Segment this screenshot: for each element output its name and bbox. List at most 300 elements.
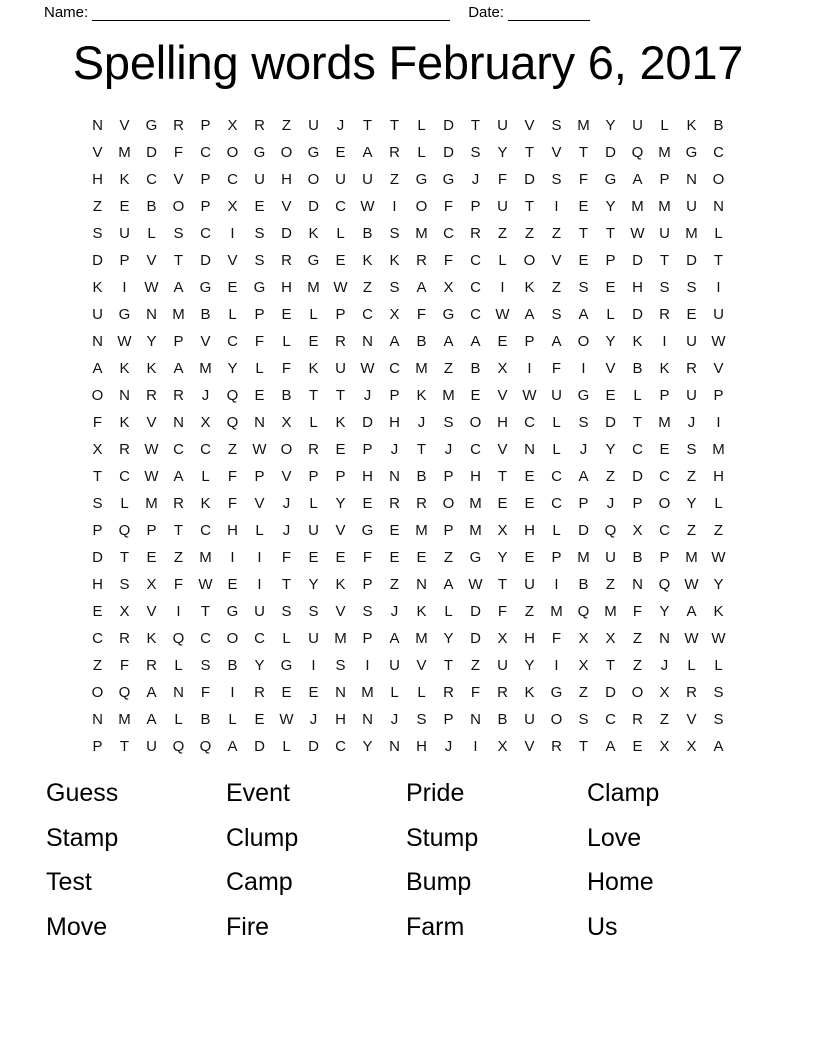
word-list-item[interactable]: Event — [226, 779, 290, 807]
grid-letter[interactable]: R — [173, 117, 184, 134]
grid-letter[interactable]: O — [631, 684, 644, 701]
grid-letter[interactable]: O — [712, 171, 725, 188]
grid-letter[interactable]: Q — [172, 630, 185, 647]
grid-letter[interactable]: N — [362, 711, 373, 728]
word-list-item[interactable]: Clamp — [587, 779, 660, 807]
grid-letter[interactable]: W — [630, 225, 645, 242]
grid-letter[interactable]: K — [146, 630, 157, 647]
grid-letter[interactable]: J — [660, 657, 669, 674]
grid-letter[interactable]: V — [524, 738, 535, 755]
grid-letter[interactable]: P — [659, 549, 670, 566]
grid-letter[interactable]: M — [199, 549, 212, 566]
grid-letter[interactable]: D — [632, 306, 643, 323]
grid-letter[interactable]: M — [658, 414, 671, 431]
grid-letter[interactable]: L — [444, 603, 453, 620]
grid-letter[interactable]: Y — [605, 441, 616, 458]
grid-letter[interactable]: M — [604, 603, 617, 620]
grid-letter[interactable]: Q — [118, 684, 131, 701]
grid-letter[interactable]: P — [632, 495, 643, 512]
grid-letter[interactable]: R — [119, 630, 130, 647]
grid-letter[interactable]: V — [335, 603, 346, 620]
grid-letter[interactable]: A — [173, 279, 184, 296]
grid-letter[interactable]: S — [254, 225, 265, 242]
grid-letter[interactable]: F — [551, 630, 562, 647]
grid-letter[interactable]: H — [362, 468, 373, 485]
grid-letter[interactable]: Y — [362, 738, 373, 755]
grid-letter[interactable]: P — [146, 522, 157, 539]
grid-letter[interactable]: Z — [632, 630, 643, 647]
grid-letter[interactable]: O — [307, 171, 320, 188]
grid-letter[interactable]: W — [198, 576, 213, 593]
grid-letter[interactable]: M — [415, 225, 428, 242]
grid-letter[interactable]: M — [145, 495, 158, 512]
grid-letter[interactable]: G — [145, 117, 158, 134]
grid-letter[interactable]: H — [281, 279, 292, 296]
grid-letter[interactable]: W — [333, 279, 348, 296]
grid-letter[interactable]: E — [389, 549, 400, 566]
grid-letter[interactable]: C — [200, 630, 211, 647]
grid-letter[interactable]: N — [335, 684, 346, 701]
grid-letter[interactable]: T — [200, 603, 211, 620]
word-list-item[interactable]: Farm — [406, 912, 465, 941]
grid-letter[interactable]: P — [254, 468, 265, 485]
grid-letter[interactable]: M — [631, 198, 644, 215]
grid-letter[interactable]: S — [92, 225, 103, 242]
grid-letter[interactable]: V — [146, 252, 157, 269]
grid-letter[interactable]: E — [281, 684, 292, 701]
grid-letter[interactable]: N — [416, 576, 427, 593]
grid-letter[interactable]: C — [632, 441, 643, 458]
grid-letter[interactable]: B — [362, 225, 373, 242]
grid-letter[interactable]: J — [282, 495, 291, 512]
grid-letter[interactable]: E — [497, 495, 508, 512]
grid-letter[interactable]: H — [227, 522, 238, 539]
grid-letter[interactable]: P — [335, 468, 346, 485]
grid-letter[interactable]: K — [416, 387, 427, 404]
grid-letter[interactable]: G — [577, 387, 590, 404]
grid-letter[interactable]: I — [392, 198, 397, 215]
grid-letter[interactable]: E — [524, 549, 535, 566]
grid-letter[interactable]: C — [605, 711, 616, 728]
grid-letter[interactable]: W — [252, 441, 267, 458]
grid-letter[interactable]: O — [658, 495, 671, 512]
grid-letter[interactable]: C — [659, 522, 670, 539]
grid-letter[interactable]: X — [659, 738, 670, 755]
grid-letter[interactable]: P — [443, 468, 454, 485]
grid-letter[interactable]: Y — [524, 657, 535, 674]
grid-letter[interactable]: L — [687, 657, 696, 674]
grid-letter[interactable]: D — [200, 252, 211, 269]
grid-letter[interactable]: C — [443, 225, 454, 242]
grid-letter[interactable]: T — [497, 576, 508, 593]
grid-letter[interactable]: S — [389, 279, 400, 296]
grid-letter[interactable]: I — [311, 657, 316, 674]
grid-letter[interactable]: U — [308, 117, 319, 134]
grid-letter[interactable]: D — [578, 522, 589, 539]
grid-letter[interactable]: W — [144, 468, 159, 485]
grid-letter[interactable]: G — [442, 171, 455, 188]
grid-letter[interactable]: E — [686, 306, 697, 323]
grid-letter[interactable]: H — [92, 171, 103, 188]
grid-letter[interactable]: F — [227, 495, 238, 512]
grid-letter[interactable]: E — [281, 306, 292, 323]
grid-letter[interactable]: G — [469, 549, 482, 566]
grid-letter[interactable]: B — [497, 711, 508, 728]
grid-letter[interactable]: C — [362, 306, 373, 323]
grid-letter[interactable]: Z — [470, 657, 481, 674]
grid-letter[interactable]: S — [119, 576, 130, 593]
grid-letter[interactable]: D — [254, 738, 265, 755]
grid-letter[interactable]: M — [712, 441, 725, 458]
grid-letter[interactable]: X — [119, 603, 130, 620]
grid-letter[interactable]: T — [119, 549, 130, 566]
grid-letter[interactable]: T — [173, 252, 184, 269]
grid-letter[interactable]: X — [659, 684, 670, 701]
grid-letter[interactable]: V — [686, 711, 697, 728]
grid-letter[interactable]: K — [146, 360, 157, 377]
grid-letter[interactable]: X — [389, 306, 400, 323]
grid-letter[interactable]: S — [92, 495, 103, 512]
grid-letter[interactable]: P — [200, 198, 211, 215]
grid-letter[interactable]: N — [92, 333, 103, 350]
grid-letter[interactable]: K — [416, 603, 427, 620]
grid-letter[interactable]: W — [468, 576, 483, 593]
grid-letter[interactable]: P — [605, 252, 616, 269]
grid-letter[interactable]: Z — [605, 576, 616, 593]
grid-letter[interactable]: F — [497, 603, 508, 620]
grid-letter[interactable]: S — [281, 603, 292, 620]
grid-letter[interactable]: T — [389, 117, 400, 134]
grid-letter[interactable]: U — [362, 171, 373, 188]
grid-letter[interactable]: S — [389, 225, 400, 242]
grid-letter[interactable]: V — [605, 360, 616, 377]
grid-letter[interactable]: B — [416, 333, 427, 350]
grid-letter[interactable]: J — [309, 711, 318, 728]
grid-letter[interactable]: M — [361, 684, 374, 701]
grid-letter[interactable]: R — [497, 684, 508, 701]
word-list-item[interactable]: Camp — [226, 868, 293, 896]
grid-letter[interactable]: C — [200, 225, 211, 242]
grid-letter[interactable]: L — [552, 441, 561, 458]
grid-letter[interactable]: E — [92, 603, 103, 620]
grid-letter[interactable]: P — [173, 333, 184, 350]
grid-letter[interactable]: Y — [227, 360, 238, 377]
grid-letter[interactable]: G — [226, 603, 239, 620]
grid-letter[interactable]: T — [524, 198, 535, 215]
grid-letter[interactable]: G — [199, 279, 212, 296]
grid-letter[interactable]: M — [415, 360, 428, 377]
grid-letter[interactable]: N — [389, 468, 400, 485]
grid-letter[interactable]: Z — [551, 225, 562, 242]
grid-letter[interactable]: E — [227, 279, 238, 296]
word-list-item[interactable]: Us — [587, 912, 618, 941]
grid-letter[interactable]: P — [362, 441, 373, 458]
grid-letter[interactable]: C — [173, 441, 184, 458]
grid-letter[interactable]: N — [119, 387, 130, 404]
grid-letter[interactable]: O — [523, 252, 536, 269]
grid-letter[interactable]: W — [711, 630, 726, 647]
grid-letter[interactable]: O — [280, 441, 293, 458]
grid-letter[interactable]: R — [551, 738, 562, 755]
grid-letter[interactable]: I — [473, 738, 478, 755]
grid-letter[interactable]: L — [552, 522, 561, 539]
grid-letter[interactable]: E — [524, 495, 535, 512]
grid-letter[interactable]: I — [554, 198, 559, 215]
grid-letter[interactable]: R — [686, 360, 697, 377]
grid-letter[interactable]: C — [389, 360, 400, 377]
grid-letter[interactable]: W — [684, 630, 699, 647]
grid-letter[interactable]: D — [308, 198, 319, 215]
grid-letter[interactable]: Q — [577, 603, 590, 620]
grid-letter[interactable]: E — [227, 576, 238, 593]
grid-letter[interactable]: V — [227, 252, 238, 269]
grid-letter[interactable]: T — [362, 117, 373, 134]
grid-letter[interactable]: S — [416, 711, 427, 728]
grid-letter[interactable]: B — [416, 468, 427, 485]
grid-letter[interactable]: L — [147, 225, 156, 242]
grid-letter[interactable]: V — [173, 171, 184, 188]
grid-letter[interactable]: Y — [605, 117, 616, 134]
grid-letter[interactable]: X — [497, 738, 508, 755]
word-list-item[interactable]: Stump — [406, 823, 479, 852]
grid-letter[interactable]: A — [605, 738, 616, 755]
grid-letter[interactable]: V — [551, 144, 562, 161]
grid-letter[interactable]: H — [713, 468, 724, 485]
grid-letter[interactable]: K — [659, 360, 670, 377]
word-list-item[interactable]: Love — [587, 823, 642, 852]
grid-letter[interactable]: M — [415, 630, 428, 647]
grid-letter[interactable]: D — [308, 738, 319, 755]
grid-letter[interactable]: C — [254, 630, 265, 647]
grid-letter[interactable]: X — [605, 630, 616, 647]
grid-letter[interactable]: F — [632, 603, 643, 620]
grid-letter[interactable]: L — [309, 306, 318, 323]
grid-letter[interactable]: I — [662, 333, 667, 350]
grid-letter[interactable]: U — [605, 549, 616, 566]
grid-letter[interactable]: J — [471, 171, 480, 188]
grid-letter[interactable]: M — [469, 522, 482, 539]
grid-letter[interactable]: O — [226, 144, 239, 161]
grid-letter[interactable]: Z — [443, 360, 454, 377]
grid-letter[interactable]: U — [254, 603, 265, 620]
grid-letter[interactable]: G — [307, 252, 320, 269]
grid-letter[interactable]: T — [335, 387, 346, 404]
grid-letter[interactable]: O — [91, 684, 104, 701]
grid-letter[interactable]: I — [230, 684, 235, 701]
grid-letter[interactable]: B — [632, 549, 643, 566]
grid-letter[interactable]: L — [282, 738, 291, 755]
grid-letter[interactable]: M — [172, 306, 185, 323]
grid-letter[interactable]: P — [362, 576, 373, 593]
grid-letter[interactable]: P — [119, 252, 130, 269]
grid-letter[interactable]: K — [632, 333, 643, 350]
grid-letter[interactable]: G — [361, 522, 374, 539]
grid-letter[interactable]: J — [390, 711, 399, 728]
grid-letter[interactable]: E — [605, 279, 616, 296]
grid-letter[interactable]: C — [200, 522, 211, 539]
word-list-item[interactable]: Pride — [406, 779, 465, 807]
grid-letter[interactable]: N — [524, 441, 535, 458]
grid-letter[interactable]: A — [416, 279, 427, 296]
grid-letter[interactable]: U — [254, 171, 265, 188]
grid-letter[interactable]: R — [254, 117, 265, 134]
grid-letter[interactable]: E — [308, 549, 319, 566]
grid-letter[interactable]: B — [227, 657, 238, 674]
grid-letter[interactable]: O — [226, 630, 239, 647]
grid-letter[interactable]: P — [659, 387, 670, 404]
word-list-item[interactable]: Clump — [226, 823, 299, 852]
grid-letter[interactable]: L — [660, 117, 669, 134]
grid-letter[interactable]: I — [716, 414, 721, 431]
grid-letter[interactable]: U — [119, 225, 130, 242]
grid-letter[interactable]: D — [443, 117, 454, 134]
grid-letter[interactable]: K — [524, 684, 535, 701]
grid-letter[interactable]: E — [335, 144, 346, 161]
grid-letter[interactable]: S — [308, 603, 319, 620]
grid-letter[interactable]: E — [254, 198, 265, 215]
grid-letter[interactable]: J — [579, 441, 588, 458]
grid-letter[interactable]: X — [227, 198, 238, 215]
grid-letter[interactable]: G — [307, 144, 320, 161]
grid-letter[interactable]: C — [713, 144, 724, 161]
grid-letter[interactable]: R — [443, 684, 454, 701]
grid-letter[interactable]: M — [469, 495, 482, 512]
grid-letter[interactable]: C — [551, 468, 562, 485]
grid-letter[interactable]: N — [659, 630, 670, 647]
grid-letter[interactable]: H — [335, 711, 346, 728]
grid-letter[interactable]: V — [497, 441, 508, 458]
grid-letter[interactable]: Y — [146, 333, 157, 350]
grid-letter[interactable]: Q — [604, 522, 617, 539]
grid-letter[interactable]: E — [335, 549, 346, 566]
grid-letter[interactable]: C — [200, 144, 211, 161]
grid-letter[interactable]: R — [308, 441, 319, 458]
grid-letter[interactable]: C — [227, 333, 238, 350]
grid-letter[interactable]: N — [173, 684, 184, 701]
grid-letter[interactable]: E — [470, 387, 481, 404]
grid-letter[interactable]: B — [632, 360, 643, 377]
grid-letter[interactable]: F — [227, 468, 238, 485]
grid-letter[interactable]: I — [230, 549, 235, 566]
word-list-item[interactable]: Move — [46, 912, 108, 941]
grid-letter[interactable]: S — [362, 603, 373, 620]
grid-letter[interactable]: A — [443, 576, 454, 593]
grid-letter[interactable]: Y — [335, 495, 346, 512]
grid-letter[interactable]: U — [92, 306, 103, 323]
grid-letter[interactable]: Y — [497, 144, 508, 161]
grid-letter[interactable]: C — [470, 252, 481, 269]
grid-letter[interactable]: E — [416, 549, 427, 566]
grid-letter[interactable]: U — [632, 117, 643, 134]
grid-letter[interactable]: L — [201, 468, 210, 485]
grid-letter[interactable]: T — [92, 468, 103, 485]
grid-letter[interactable]: U — [335, 171, 346, 188]
grid-letter[interactable]: J — [282, 522, 291, 539]
grid-letter[interactable]: P — [200, 171, 211, 188]
grid-letter[interactable]: P — [713, 387, 724, 404]
grid-letter[interactable]: F — [173, 576, 184, 593]
grid-letter[interactable]: C — [200, 441, 211, 458]
grid-letter[interactable]: N — [470, 711, 481, 728]
grid-letter[interactable]: T — [470, 117, 481, 134]
grid-letter[interactable]: P — [362, 630, 373, 647]
grid-letter[interactable]: E — [119, 198, 130, 215]
grid-letter[interactable]: L — [336, 225, 345, 242]
grid-letter[interactable]: H — [92, 576, 103, 593]
grid-letter[interactable]: D — [632, 468, 643, 485]
grid-letter[interactable]: B — [470, 360, 481, 377]
grid-letter[interactable]: N — [362, 333, 373, 350]
grid-letter[interactable]: A — [524, 306, 535, 323]
grid-letter[interactable]: F — [254, 333, 265, 350]
grid-letter[interactable]: A — [146, 684, 157, 701]
grid-letter[interactable]: J — [336, 117, 345, 134]
grid-letter[interactable]: U — [524, 711, 535, 728]
grid-letter[interactable]: P — [254, 306, 265, 323]
grid-letter[interactable]: G — [118, 306, 131, 323]
grid-letter[interactable]: D — [605, 414, 616, 431]
grid-letter[interactable]: Z — [686, 522, 697, 539]
grid-letter[interactable]: Z — [281, 117, 292, 134]
grid-letter[interactable]: F — [578, 171, 589, 188]
grid-letter[interactable]: M — [685, 225, 698, 242]
grid-letter[interactable]: A — [146, 711, 157, 728]
grid-letter[interactable]: K — [335, 414, 346, 431]
grid-letter[interactable]: S — [659, 279, 670, 296]
grid-letter[interactable]: M — [199, 360, 212, 377]
grid-letter[interactable]: U — [686, 387, 697, 404]
grid-letter[interactable]: Y — [605, 198, 616, 215]
grid-letter[interactable]: N — [686, 171, 697, 188]
grid-letter[interactable]: C — [119, 468, 130, 485]
grid-letter[interactable]: W — [144, 279, 159, 296]
grid-letter[interactable]: Z — [659, 711, 670, 728]
grid-letter[interactable]: I — [554, 576, 559, 593]
grid-letter[interactable]: L — [633, 387, 642, 404]
grid-letter[interactable]: X — [200, 414, 211, 431]
grid-letter[interactable]: N — [254, 414, 265, 431]
grid-letter[interactable]: N — [173, 414, 184, 431]
name-blank-line[interactable] — [92, 6, 450, 21]
grid-letter[interactable]: P — [92, 738, 103, 755]
word-list-item[interactable]: Home — [587, 868, 654, 896]
grid-letter[interactable]: X — [281, 414, 292, 431]
grid-letter[interactable]: A — [389, 630, 400, 647]
grid-letter[interactable]: X — [578, 630, 589, 647]
grid-letter[interactable]: F — [173, 144, 184, 161]
grid-letter[interactable]: N — [92, 117, 103, 134]
grid-letter[interactable]: L — [417, 144, 426, 161]
grid-letter[interactable]: H — [281, 171, 292, 188]
grid-letter[interactable]: Y — [497, 549, 508, 566]
grid-letter[interactable]: F — [119, 657, 130, 674]
grid-letter[interactable]: O — [577, 333, 590, 350]
grid-letter[interactable]: V — [119, 117, 130, 134]
grid-letter[interactable]: G — [253, 144, 266, 161]
grid-letter[interactable]: U — [686, 198, 697, 215]
grid-letter[interactable]: L — [282, 630, 291, 647]
grid-letter[interactable]: K — [308, 360, 319, 377]
grid-letter[interactable]: K — [200, 495, 211, 512]
grid-letter[interactable]: V — [146, 414, 157, 431]
grid-letter[interactable]: W — [360, 360, 375, 377]
grid-letter[interactable]: P — [200, 117, 211, 134]
grid-letter[interactable]: T — [713, 252, 724, 269]
grid-letter[interactable]: Z — [578, 684, 589, 701]
grid-letter[interactable]: A — [173, 468, 184, 485]
grid-letter[interactable]: S — [470, 144, 481, 161]
grid-letter[interactable]: W — [144, 441, 159, 458]
